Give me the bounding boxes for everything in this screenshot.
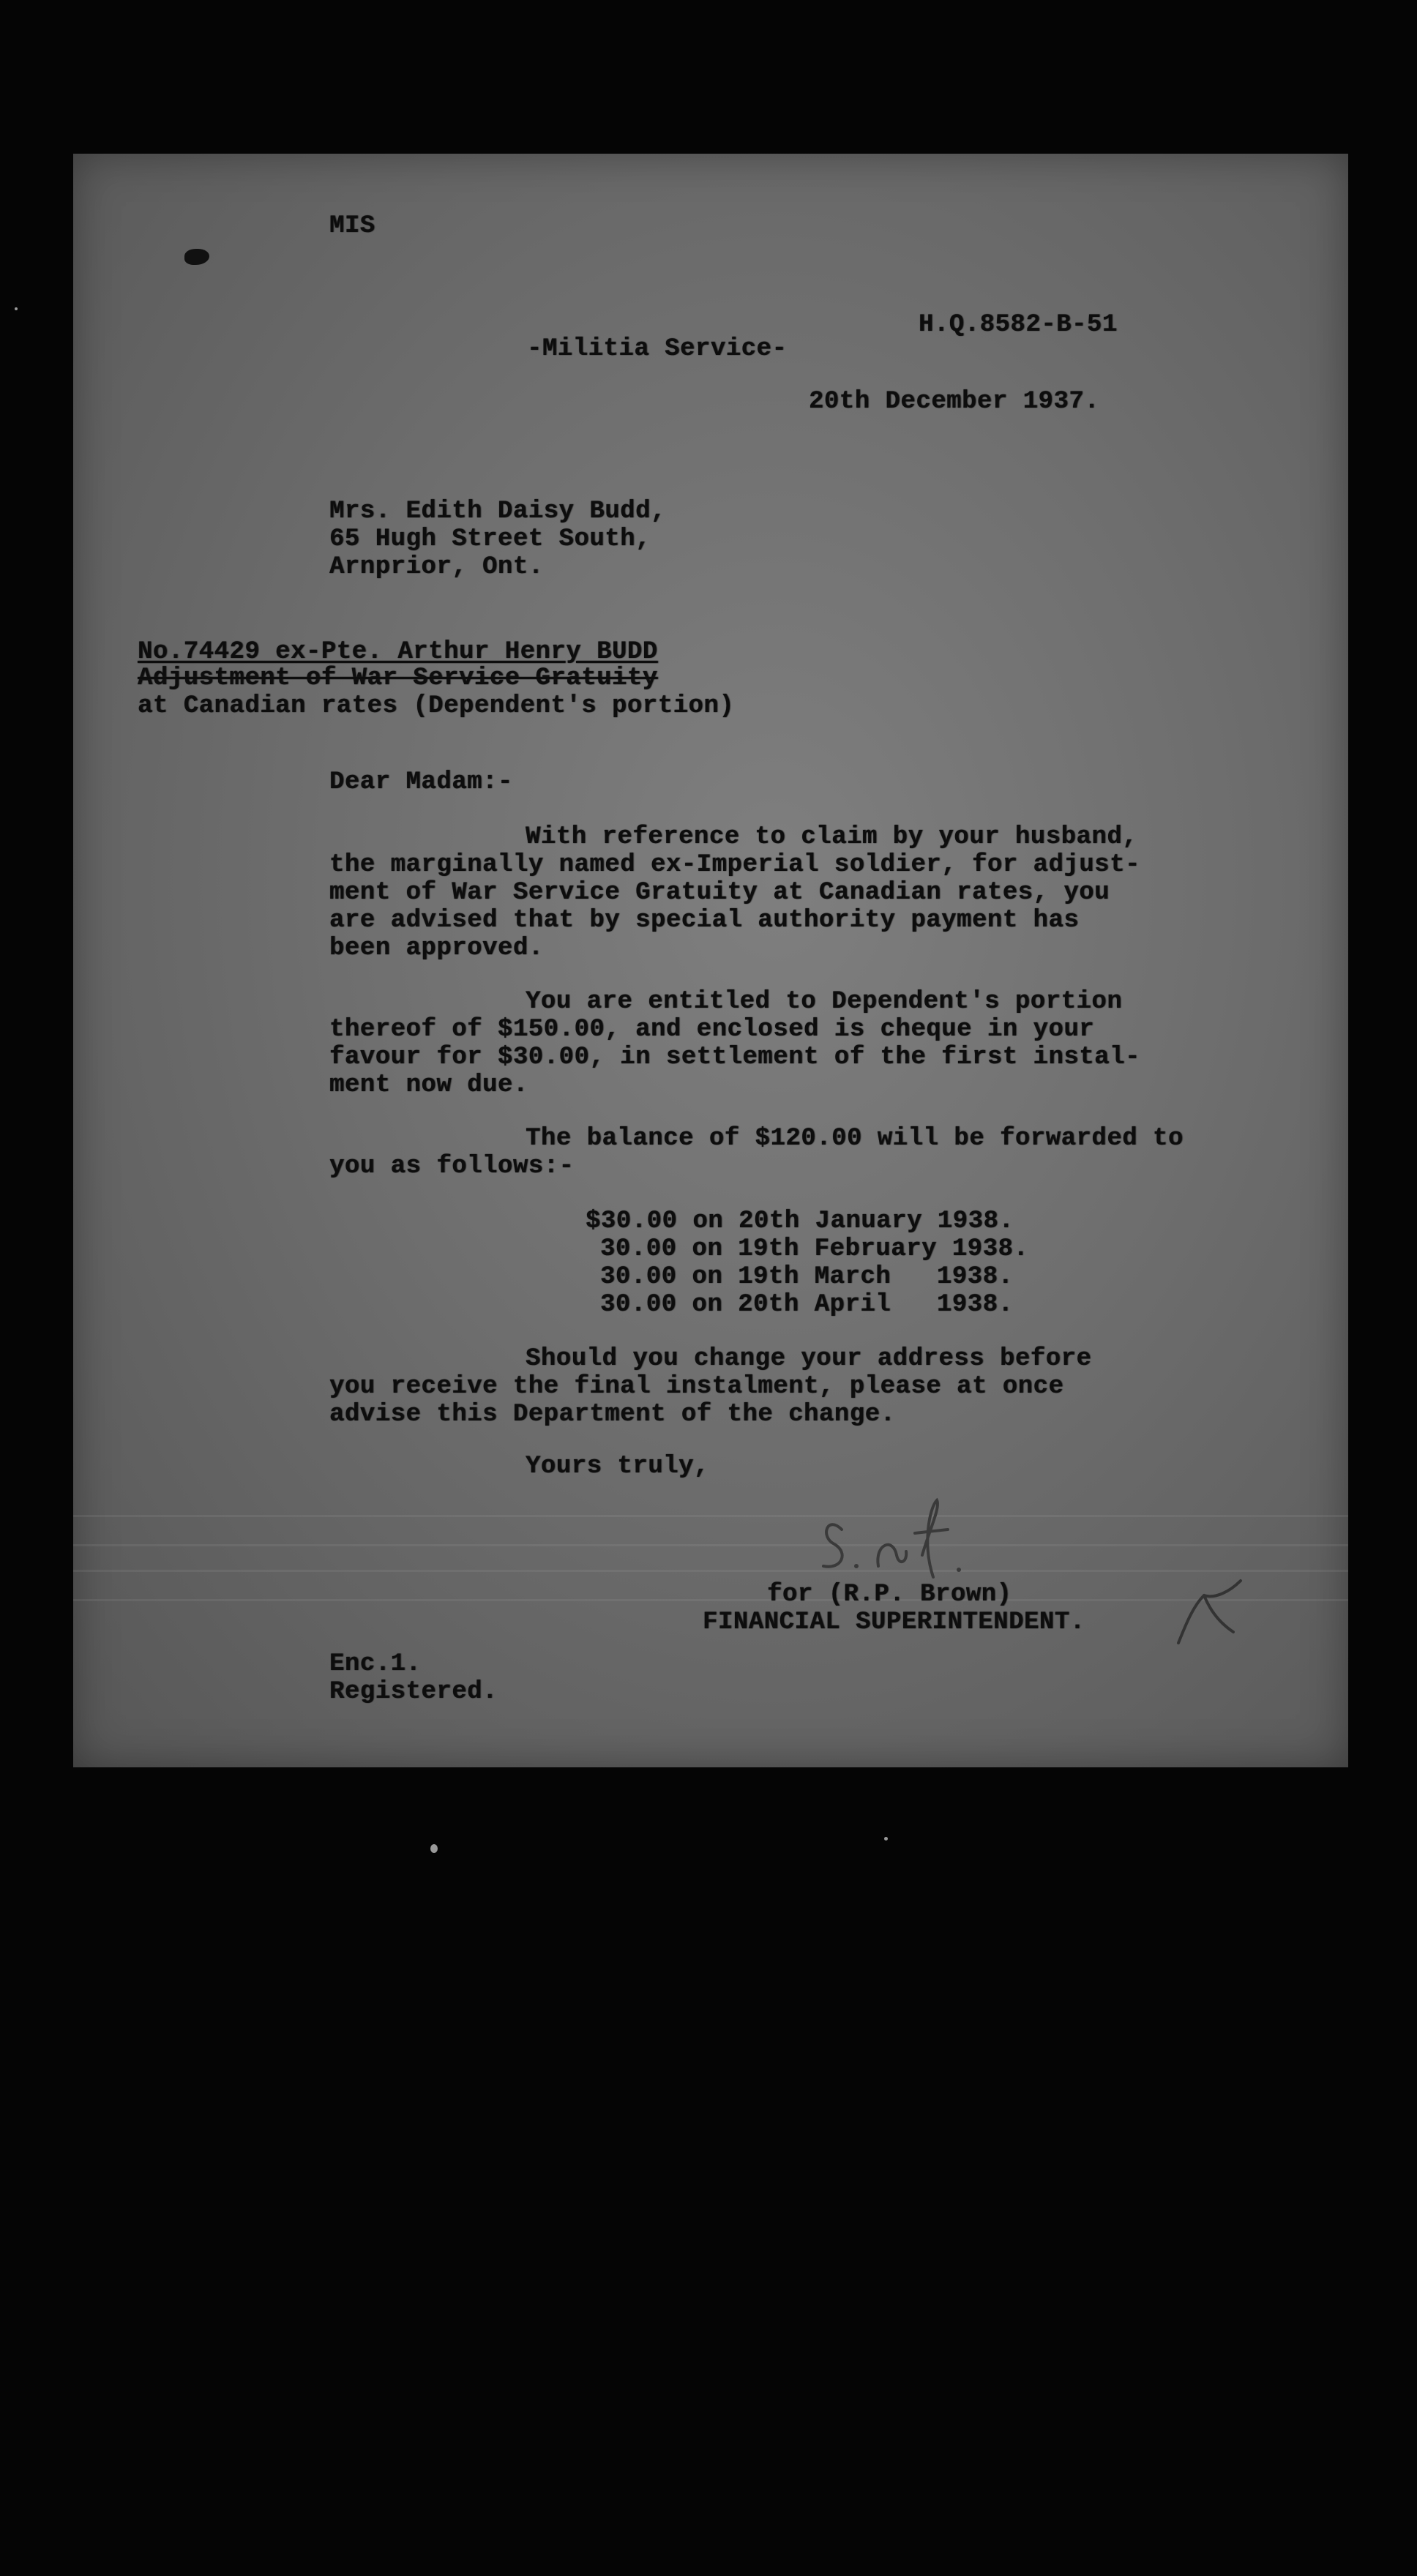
enclosure-note: Enc.1. [329,1650,422,1678]
subject-adjustment: Adjustment of War Service Gratuity [138,664,658,692]
paragraph-line: the marginally named ex-Imperial soldier, for adjust- [329,851,1140,879]
paragraph-line: ment of War Service Gratuity at Canadian rates, you [329,879,1110,907]
paragraph-line: You are entitled to Dependent's portion [526,988,1123,1016]
schedule-row: 30.00 on 19th February 1938. [600,1235,1029,1263]
paragraph-line: you as follows:- [329,1153,575,1180]
paragraph-line: advise this Department of the change. [329,1401,896,1429]
ink-blot [184,249,209,265]
letter-page [73,154,1348,1767]
schedule-row: $30.00 on 20th January 1938. [586,1208,1014,1235]
recipient-street: 65 Hugh Street South, [329,525,651,553]
schedule-row: 30.00 on 19th March 1938. [600,1263,1014,1291]
subject-rates: at Canadian rates (Dependent's portion) [138,692,735,720]
closing: Yours truly, [526,1453,709,1480]
recipient-name: Mrs. Edith Daisy Budd, [329,498,666,525]
scan-artifact [73,1544,1348,1546]
registered-note: Registered. [329,1678,498,1706]
paragraph-line: Should you change your address before [526,1345,1092,1373]
paragraph-line: are advised that by special authority payment has [329,907,1080,935]
signatory-title: FINANCIAL SUPERINTENDENT. [703,1609,1085,1636]
schedule-row: 30.00 on 20th April 1938. [600,1291,1014,1319]
paragraph-line: ment now due. [329,1071,528,1099]
scan-artifact [73,1570,1348,1572]
paragraph-line: The balance of $120.00 will be forwarded to [526,1125,1184,1153]
paragraph-line: been approved. [329,935,544,962]
paragraph-line: thereof of $150.00, and enclosed is cheque in your [329,1016,1095,1044]
scan-artifact [73,1599,1348,1601]
film-speck [15,307,18,310]
paragraph-line: you receive the final instalment, please at once [329,1373,1064,1401]
film-speck [430,1844,438,1853]
service-heading: -Militia Service- [527,335,788,363]
scan-artifact [73,1515,1348,1517]
paragraph-line: With reference to claim by your husband, [526,823,1138,851]
film-speck [884,1837,888,1841]
signatory-name: for (R.P. Brown) [767,1581,1012,1609]
paragraph-line: favour for $30.00, in settlement of the first instal- [329,1044,1140,1071]
recipient-city: Arnprior, Ont. [329,553,544,581]
handwritten-initials [812,1486,981,1581]
letter-date: 20th December 1937. [809,388,1100,416]
salutation: Dear Madam:- [329,768,513,796]
subject-soldier: No.74429 ex-Pte. Arthur Henry BUDD [138,638,658,666]
check-mark [1164,1573,1244,1654]
typist-initials: MIS [329,212,375,240]
file-reference: H.Q.8582-B-51 [919,311,1118,339]
